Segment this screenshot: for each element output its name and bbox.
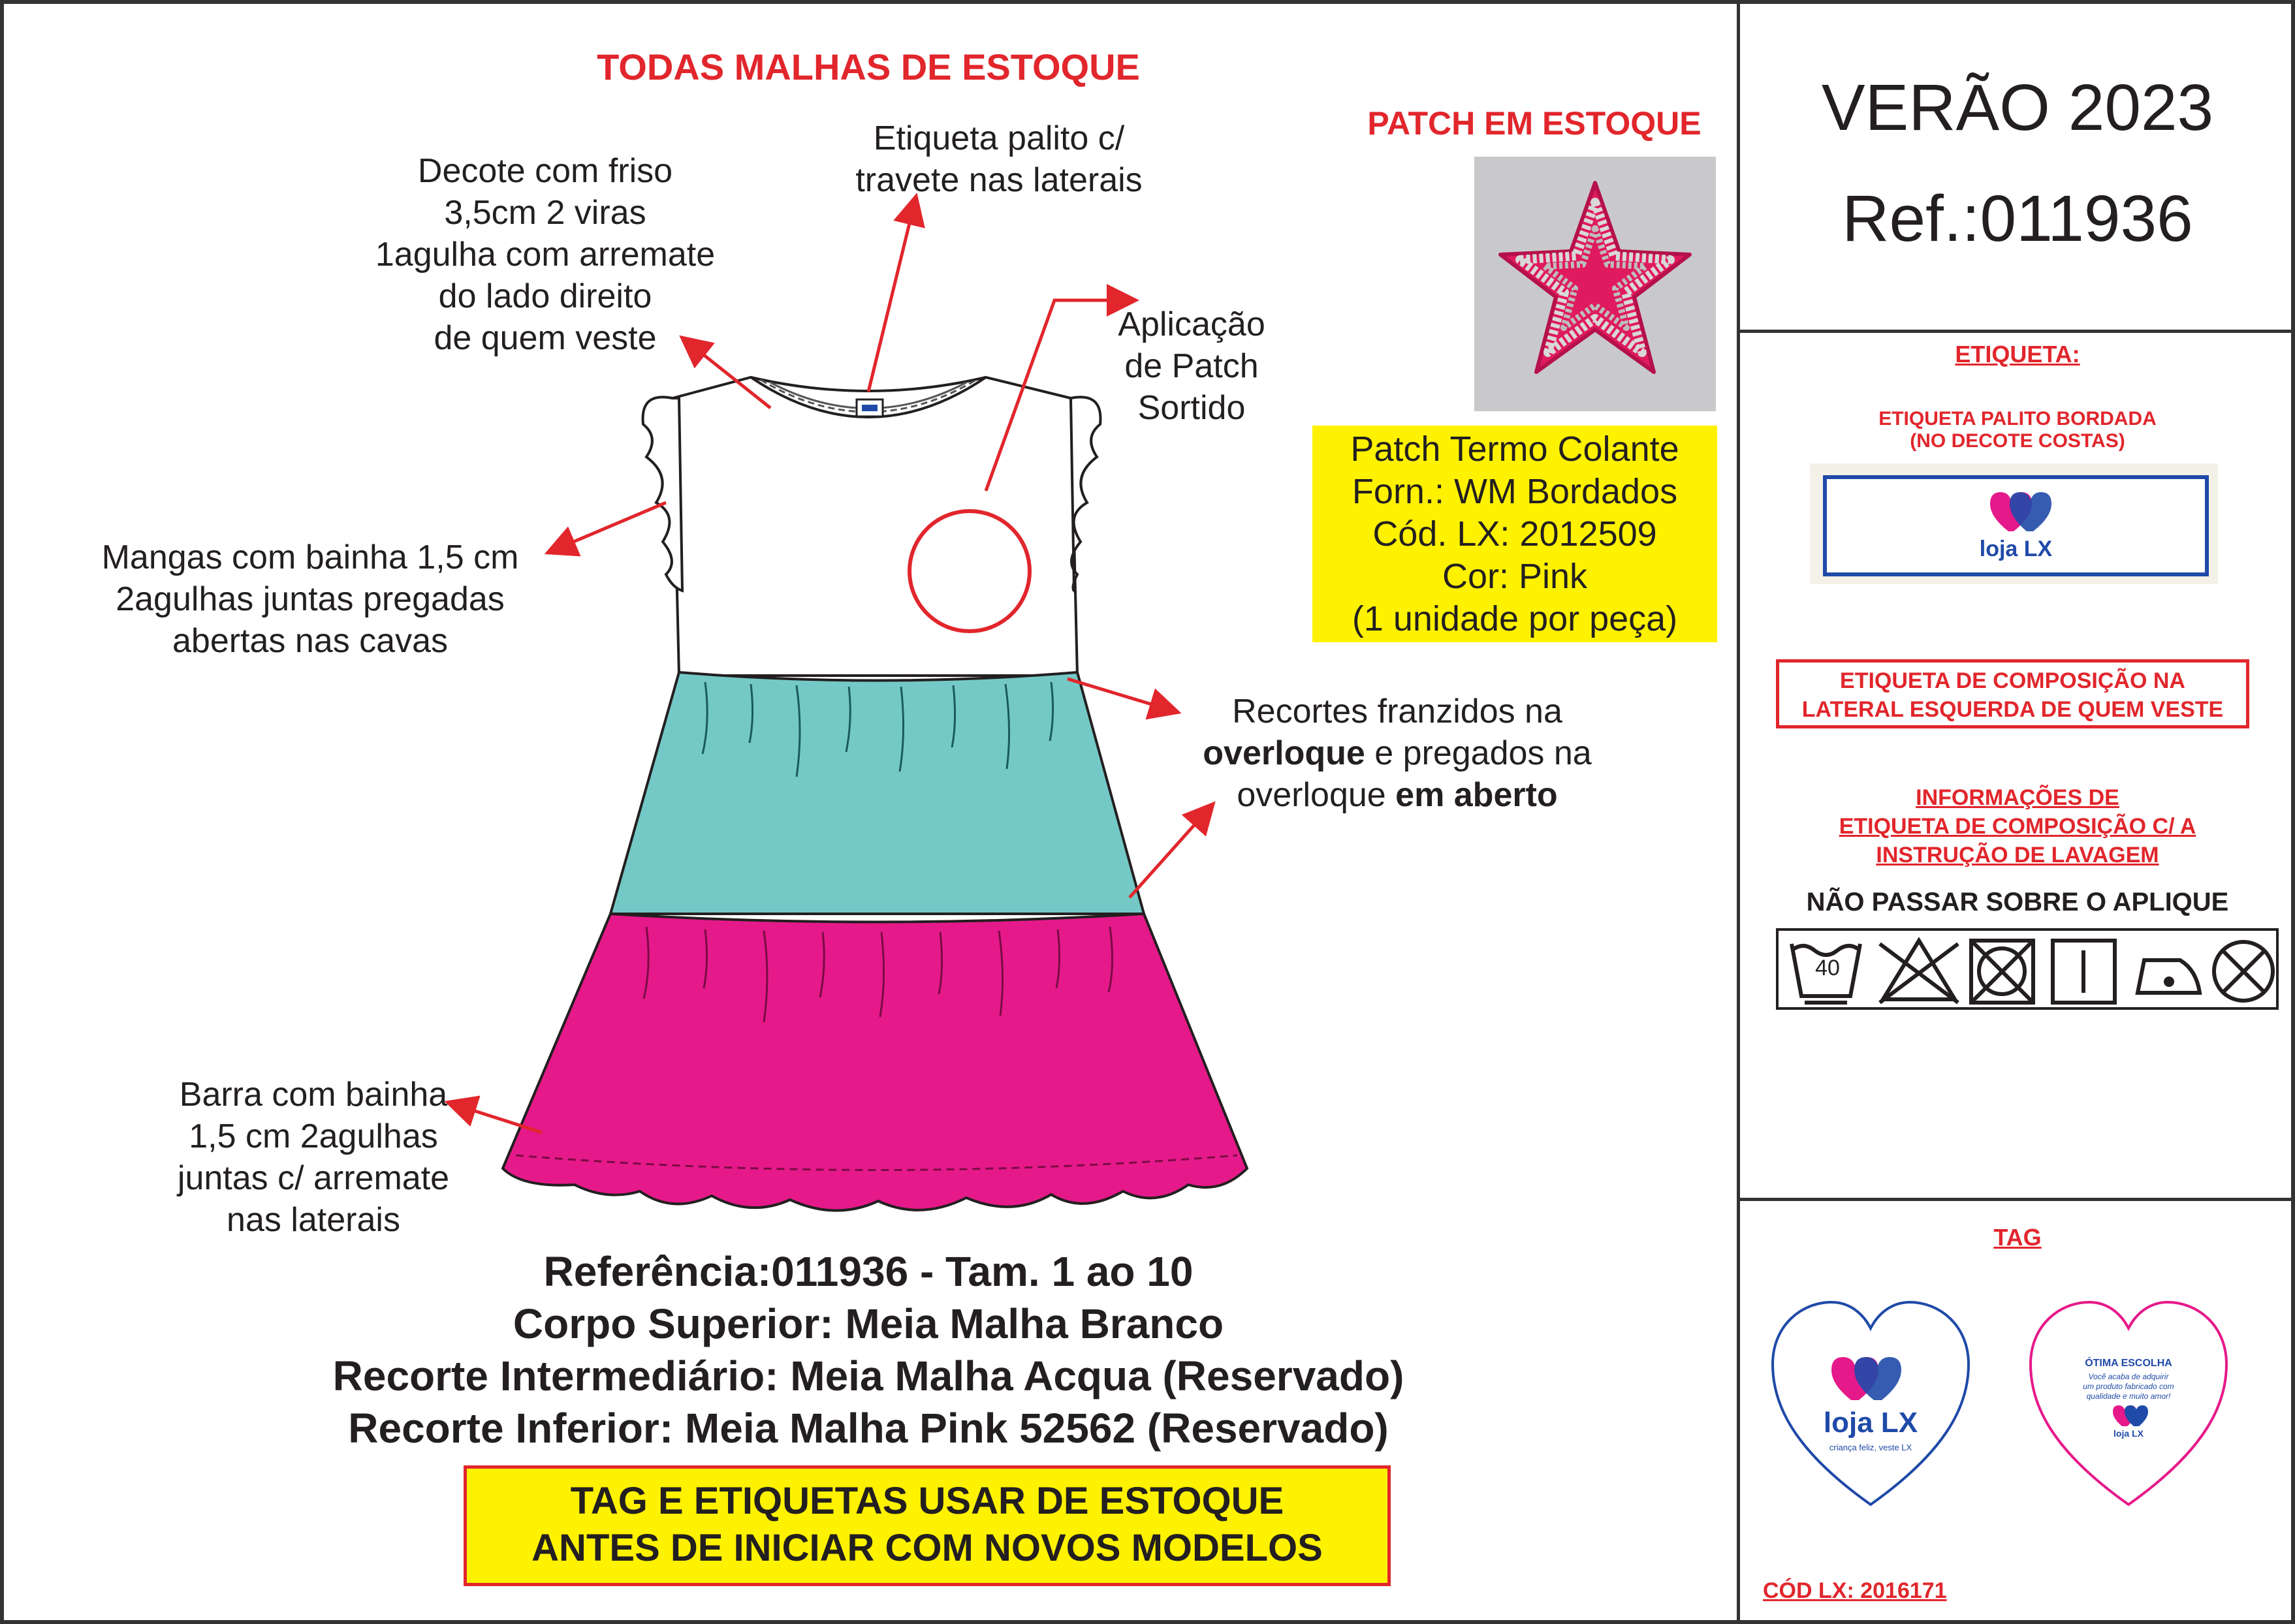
etiqueta-title: ETIQUETA: [1955,341,2080,367]
note-line: Barra com bainha [179,1076,448,1114]
reference-title: Ref.:011936 [1842,182,2193,255]
note-line [1156,774,1639,816]
note-aplicacao [1084,304,1299,429]
note-bold: em aberto [1395,776,1558,814]
note-line: de Patch [1124,347,1259,385]
note-line [1156,732,1639,774]
tag-back-line: qualidade e muito amor! [2086,1392,2171,1401]
patch-info-line: Cor: Pink [1442,557,1588,596]
note-barra [131,1074,496,1241]
tag-back-title: ÓTIMA ESCOLHA [2085,1358,2172,1369]
note-line: 2agulhas juntas pregadas [116,580,505,618]
note-line: abertas nas cavas [172,622,449,660]
side-divider-bottom [1737,1198,2295,1201]
note-bold: overloque [1203,734,1365,772]
note-line: Recortes franzidos na [1232,693,1562,730]
page-title: TODAS MALHAS DE ESTOQUE [597,46,1140,87]
note-line: nas laterais [227,1201,400,1239]
note-line: Sortido [1137,389,1246,427]
info-line: INFORMAÇÕES DE [1916,785,2119,810]
side-divider-top [1737,330,2295,333]
note-mangas [46,537,575,662]
patch-info-box [1312,426,1717,642]
heart-tag-front-icon [1766,1292,1975,1514]
note-line: Decote com friso [417,152,673,190]
tag-title: TAG [1993,1224,2042,1251]
composition-line: ETIQUETA DE COMPOSIÇÃO NA [1840,668,2185,693]
note-decote [307,150,783,359]
note-line: juntas c/ arremate [177,1159,450,1197]
note-etiqueta [783,117,1214,201]
note-text: e pregados na [1365,734,1592,772]
heart-tag-back-icon [2024,1292,2233,1514]
tag-front-logo: loja LX [1823,1407,1918,1439]
notice-line: ANTES DE INICIAR COM NOVOS MODELOS [531,1527,1323,1569]
season-title: VERÃO 2023 [1821,71,2214,144]
tag-front [1766,1292,1975,1514]
patch-photo [1474,157,1716,411]
notice-box [464,1465,1391,1586]
tag-back-line: um produto fabricado com [2083,1382,2174,1391]
patch-info-line: (1 unidade por peça) [1352,599,1678,638]
note-line: de quem veste [434,319,657,357]
spec-line: Referência:011936 - Tam. 1 ao 10 [543,1248,1194,1295]
nao-passar-text: NÃO PASSAR SOBRE O APLIQUE [1806,888,2229,916]
note-line: Aplicação [1118,305,1265,343]
spec-line: Recorte Inferior: Meia Malha Pink 52562 (Reservado) [348,1405,1389,1452]
info-line: ETIQUETA DE COMPOSIÇÃO C/ A [1839,814,2196,839]
note-line: Mangas com bainha 1,5 cm [101,539,519,576]
cod-lx: CÓD LX: 2016171 [1763,1578,1947,1603]
note-line: 3,5cm 2 viras [444,194,646,232]
spec-list [131,1245,1606,1454]
notice-line: TAG E ETIQUETAS USAR DE ESTOQUE [570,1480,1284,1522]
care-symbols-box [1776,928,2279,1010]
note-line: travete nas laterais [855,161,1143,199]
patch-info-line: Patch Termo Colante [1350,429,1679,469]
etiqueta-desc [1740,408,2295,452]
side-header [1740,52,2295,274]
tag-back [2024,1292,2233,1514]
info-title [1740,783,2295,869]
patch-title: PATCH EM ESTOQUE [1367,105,1701,142]
note-text: overloque [1237,776,1396,814]
woven-label-logo: loja LX [1979,537,2053,561]
etiqueta-desc-line: ETIQUETA PALITO BORDADA [1878,408,2157,429]
note-line: 1agulha com arremate [375,236,716,273]
woven-label [1810,463,2218,584]
note-recortes [1156,691,1639,816]
iron-low-icon [2138,960,2200,993]
wash-temp: 40 [1815,956,1840,980]
note-line: 1,5 cm 2agulhas [189,1117,438,1155]
composition-box [1776,659,2249,728]
woven-label-border [1823,475,2209,576]
patch-info-line: Cód. LX: 2012509 [1372,514,1657,554]
composition-line: LATERAL ESQUERDA DE QUEM VESTE [1801,697,2224,722]
etiqueta-desc-line: (NO DECOTE COSTAS) [1910,430,2125,452]
patch-info-line: Forn.: WM Bordados [1352,472,1678,511]
note-line: Etiqueta palito c/ [873,119,1125,157]
tag-back-logo: loja LX [2113,1428,2144,1439]
tag-front-slogan: criança feliz, veste LX [1829,1443,1912,1452]
spec-line: Recorte Intermediário: Meia Malha Acqua (Reservado) [332,1352,1404,1399]
tag-back-line: Você acaba de adquirir [2088,1372,2169,1381]
star-patch-icon [1474,157,1716,411]
note-line: do lado direito [438,277,652,315]
spec-line: Corpo Superior: Meia Malha Branco [513,1300,1224,1347]
info-line: INSTRUÇÃO DE LAVAGEM [1876,843,2159,867]
tag-back-text [2050,1372,2207,1401]
